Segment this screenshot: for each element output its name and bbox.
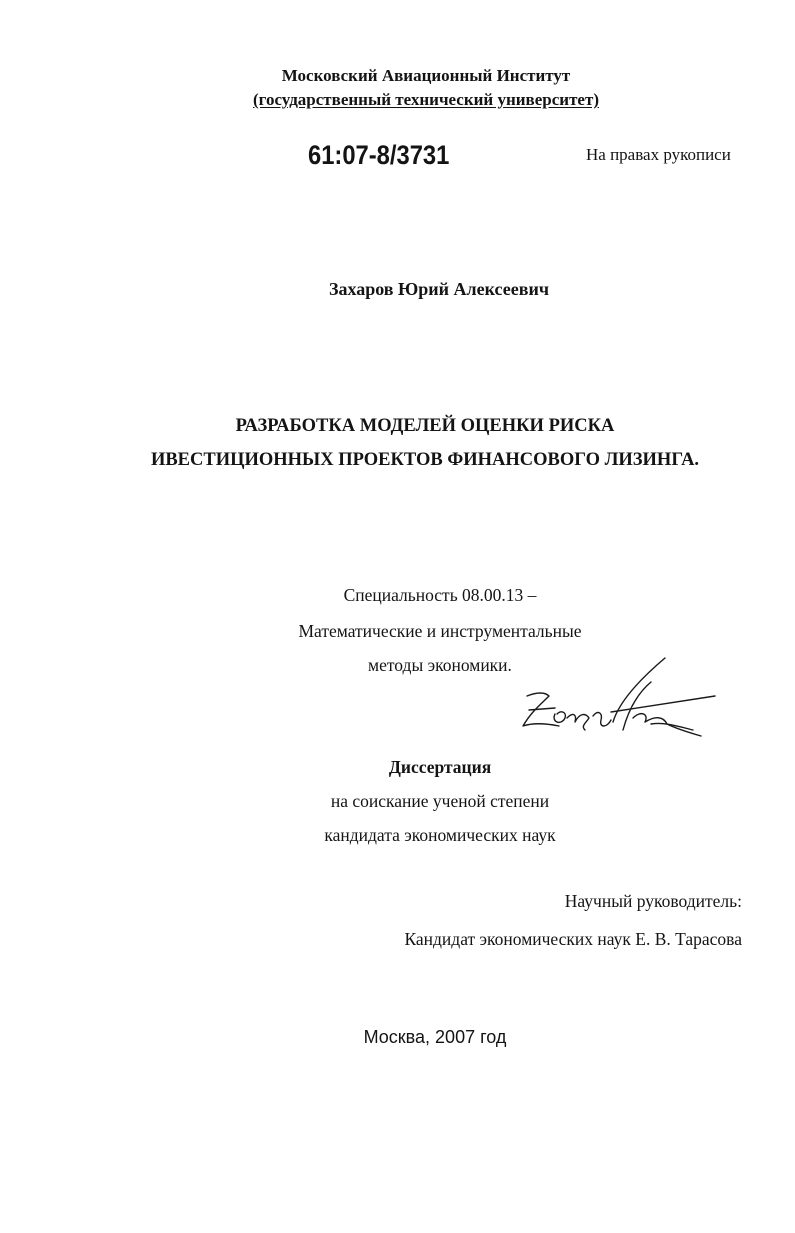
thesis-title-line-1: РАЗРАБОТКА МОДЕЛЕЙ ОЦЕНКИ РИСКА: [235, 416, 615, 436]
dissertation-heading: Диссертация: [388, 757, 492, 777]
specialty-line-3: методы экономики.: [368, 655, 512, 675]
specialty-line-1: Специальность 08.00.13 –: [343, 585, 537, 605]
thesis-title-line-2: ИВЕСТИЦИОННЫХ ПРОЕКТОВ ФИНАНСОВОГО ЛИЗИНГА.: [150, 450, 700, 470]
specialty-line-2: Математические и инструментальные: [298, 621, 582, 641]
catalog-code: 61:07-8/3731: [308, 140, 450, 170]
institute-subtitle: (государственный технический университет): [253, 90, 599, 109]
author-name: Захаров Юрий Алексеевич: [328, 279, 549, 299]
handwritten-signature: [515, 652, 725, 744]
institute-name: Московский Авиационный Институт: [281, 66, 571, 85]
supervisor-label: Научный руководитель:: [564, 891, 742, 911]
rights-note: На правах рукописи: [586, 145, 731, 164]
degree-line-2: кандидата экономических наук: [324, 825, 556, 845]
degree-line-1: на соискание ученой степени: [330, 791, 550, 811]
supervisor-name: Кандидат экономических наук Е. В. Тарасова: [404, 929, 742, 949]
city-year: Москва, 2007 год: [363, 1027, 507, 1047]
